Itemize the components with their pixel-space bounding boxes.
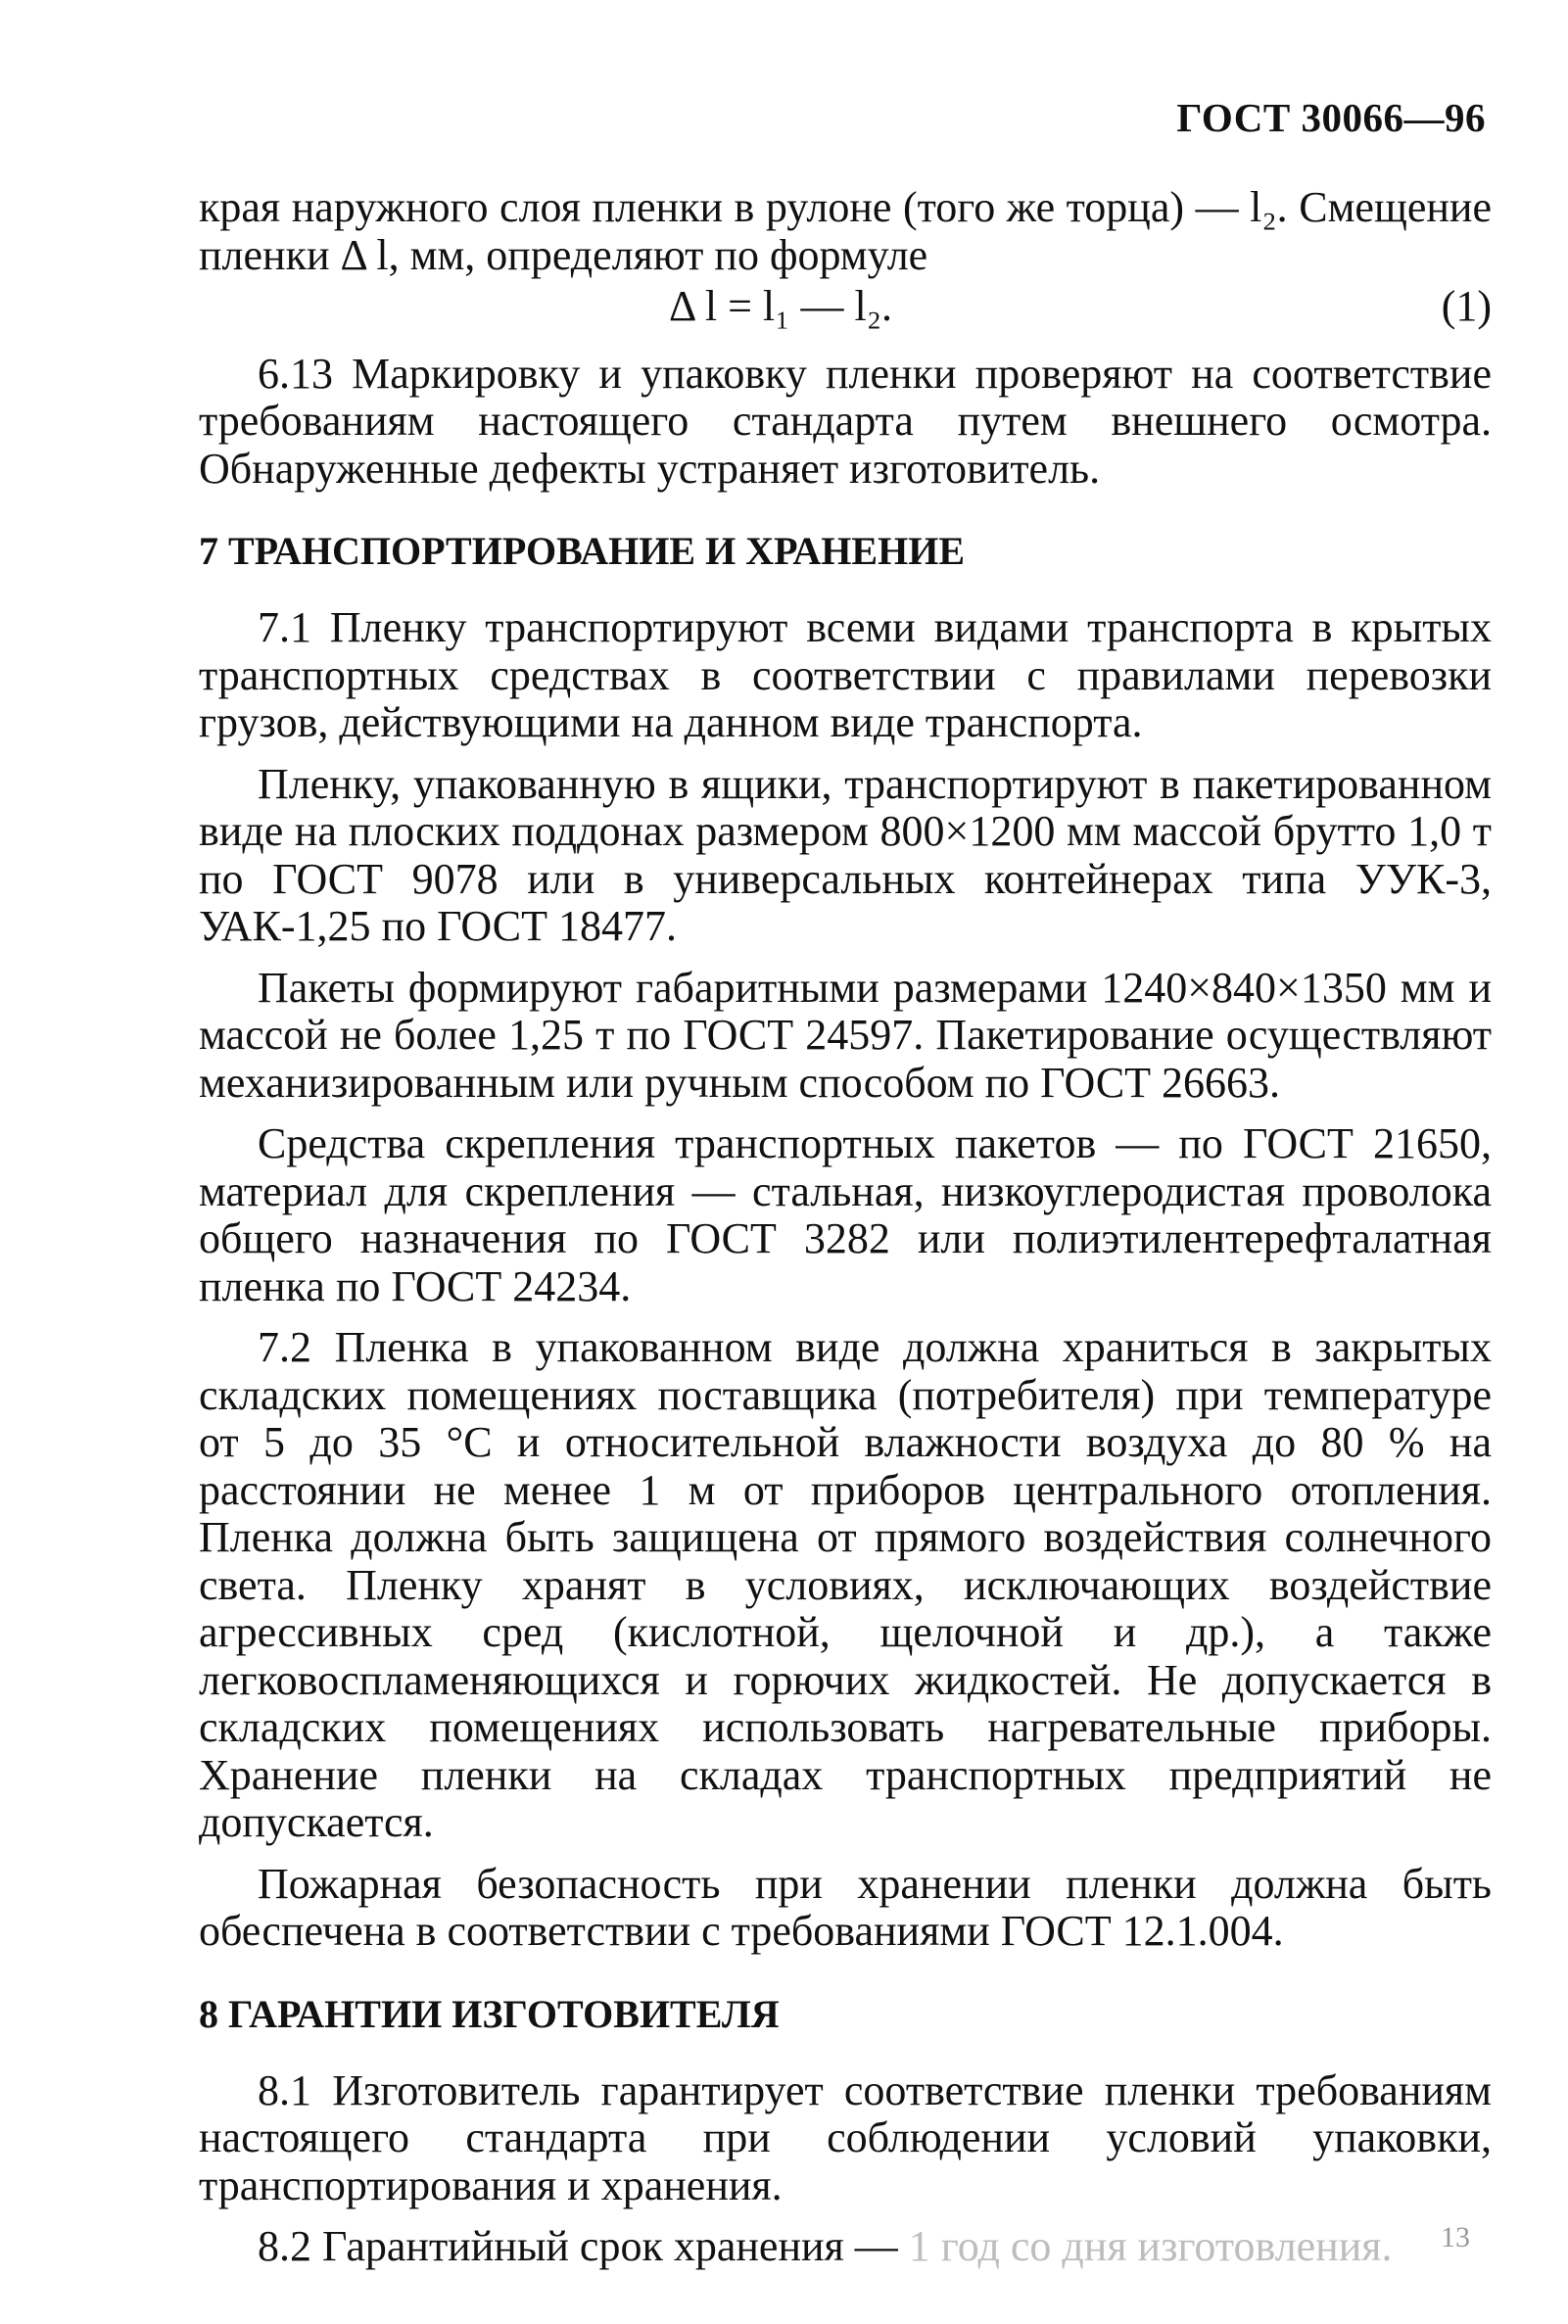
paragraph-8-2-start: 8.2 Гарантийный срок хранения —	[258, 2222, 909, 2270]
paragraph-7-1: 7.1 Пленку транспортируют всеми видами транспорта в крытых транспортных средствах в соответствии с правилами перевозки грузов, действующими на данном виде транспорта.	[199, 603, 1492, 746]
paragraph-8-2-end: 1 год со дня изготовления.	[908, 2222, 1393, 2270]
paragraph-7-2: 7.2 Пленка в упакованном виде должна храниться в закрытых складских помещениях поставщика (потребителя) при температуре от 5 до 35 °С и относительной влажности воздуха до 80 % на расстоянии не менее 1 м от приборов центрального отопления. Пленка должна быть защищена от прямого воздействия солнечного света. Пленку хранят в условиях, исключающих воздействие агрессивных сред (кислотной, щелочной и др.), а также легковоспламеняющихся и горючих жидкостей. Не допускается в складских помещениях использовать нагревательные приборы. Хранение пленки на складах транспортных предприятий не допускается.	[199, 1323, 1492, 1846]
page-body	[199, 184, 1492, 2271]
section-7-heading: 7 ТРАНСПОРТИРОВАНИЕ И ХРАНЕНИЕ	[199, 529, 965, 573]
paragraph-8-2	[199, 2223, 1492, 2271]
paragraph-7-1-fastening: Средства скрепления транспортных пакетов — по ГОСТ 21650, материал для скрепления — стальная, низкоуглеродистая проволока общего назначения по ГОСТ 3282 или полиэтилентерефталатная пленка по ГОСТ 24234.	[199, 1119, 1492, 1310]
page-number: 13	[1441, 2221, 1470, 2253]
formula-number: (1)	[1441, 282, 1492, 330]
paragraph-6-13: 6.13 Маркировку и упаковку пленки проверяют на соответствие требованиям настоящего стандарта путем внешнего осмотра. Обнаруженные дефекты устраняет изготовитель.	[199, 349, 1492, 493]
paragraph-7-2-fire-safety: Пожарная безопасность при хранении пленки должна быть обеспечена в соответствии с требованиями ГОСТ 12.1.004.	[199, 1859, 1492, 1955]
paragraph-7-1-packaging: Пленку, упакованную в ящики, транспортируют в пакетированном виде на плоских поддонах размером 800×1200 мм массой брутто 1,0 т по ГОСТ 9078 или в универсальных контейнерах типа УУК-3, УАК-1,25 по ГОСТ 18477.	[199, 759, 1492, 950]
paragraph-8-1: 8.1 Изготовитель гарантирует соответствие пленки требованиям настоящего стандарта при соблюдении условий упаковки, транспортирования и хранения.	[199, 2065, 1492, 2209]
paragraph-7-1-packets: Пакеты формируют габаритными размерами 1240×840×1350 мм и массой не более 1,25 т по ГОСТ 24597. Пакетирование осуществляют механизированным или ручным способом по ГОСТ 26663.	[199, 963, 1492, 1107]
continuation-paragraph: края наружного слоя пленки в рулоне (того же торца) — l₂. Смещение пленки Δ l, мм, определяют по формуле	[199, 183, 1492, 279]
formula-expression: Δ l = l₁ — l₂.	[669, 282, 893, 330]
section-8-heading: 8 ГАРАНТИИ ИЗГОТОВИТЕЛЯ	[199, 1991, 780, 2036]
formula-row	[199, 283, 1492, 331]
standard-header: ГОСТ 30066—96	[1176, 95, 1486, 140]
